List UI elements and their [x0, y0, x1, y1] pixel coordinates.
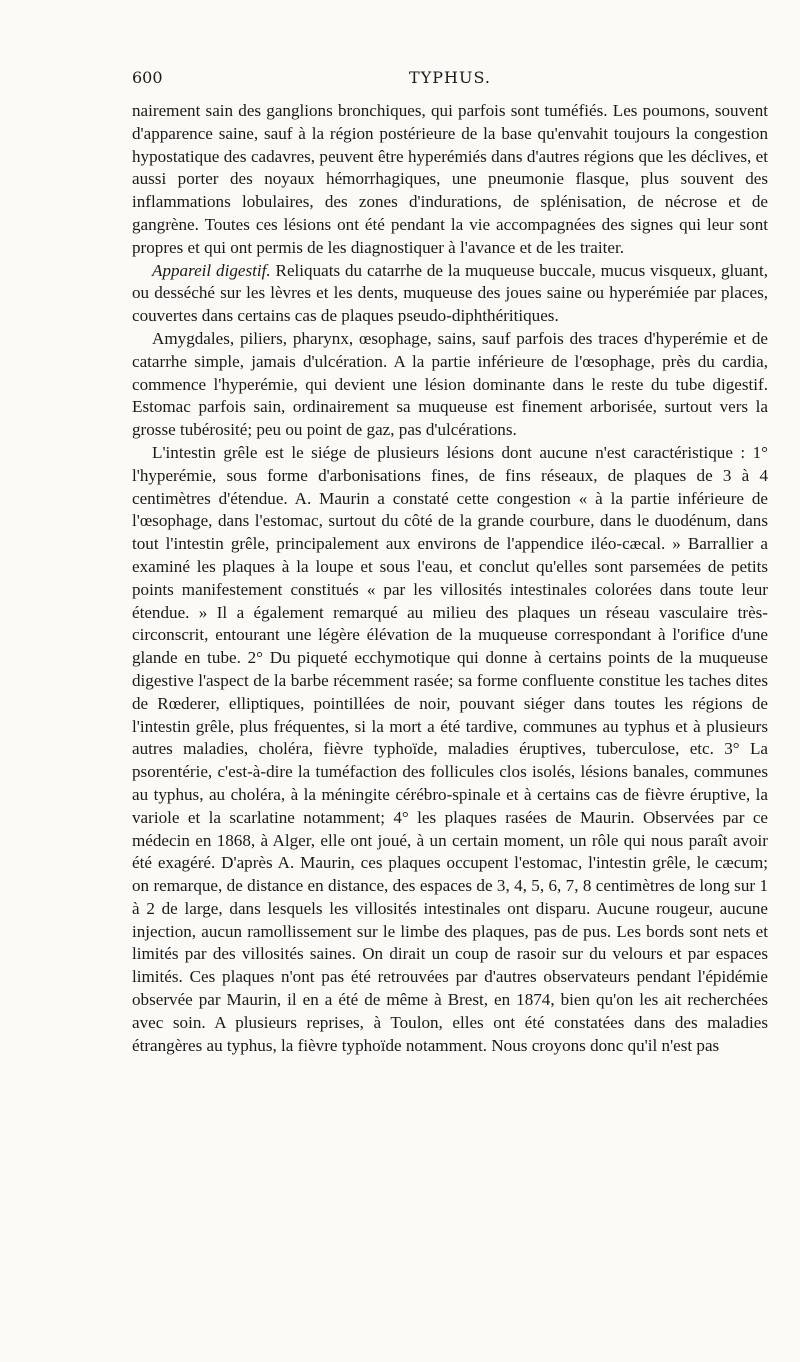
- paragraph-digestive-apparatus: [132, 260, 768, 328]
- paragraph-pharynx-stomach: [132, 328, 768, 442]
- paragraph-text: Amygdales, piliers, pharynx, œsophage, sains, sauf parfois des traces d'hyperémie et de catarrhe simple, jamais d'ulcération. A la partie inférieure de l'œsophage, près du cardia, commence l'hyperémie, qui devient une lésion dominante dans le reste du tube digestif. Estomac parfois sain, ordinairement sa muqueuse est finement arborisée, surtout vers la grosse tubérosité; peu ou point de gaz, pas d'ulcérations.: [132, 328, 768, 440]
- paragraph-small-intestine: [132, 442, 768, 1058]
- paragraph-text: L'intestin grêle est le siége de plusieurs lésions dont aucune n'est caractéristique : 1° l'hyperémie, sous forme d'arbonisations fines, de fins réseaux, de plaques de 3 à 4 centimètres d'étendue. A. Maurin a constaté cette congestion « à la partie inférieure de l'œsophage, dans l'estomac, surtout du côté de la grande courbure, dans le duodénum, dans tout l'intestin grêle, principalement aux environs de l'appendice iléo-cæcal. » Barrallier a examiné les plaques à la loupe et sous l'eau, et conclut qu'elles sont parsemées de petits points manifestement constitués « par les villosités intestinales colorées dans toute leur étendue. » Il a également remarqué au milieu des plaques un réseau vasculaire très-circonscrit, entourant une légère élévation de la muqueuse correspondant à l'orifice d'une glande en tube. 2° Du piqueté ecchymotique qui donne à certains points de la muqueuse digestive l'aspect de la barbe récemment rasée; sa forme confluente constitue les taches dites de Rœderer, elliptiques, pointillées de noir, pouvant siéger dans toutes les régions de l'intestin grêle, plus fréquentes, si la mort a été tardive, communes au typhus et à plusieurs autres maladies, choléra, fièvre typhoïde, maladies éruptives, tuberculose, etc. 3° La psorentérie, c'est-à-dire la tuméfaction des follicules clos isolés, lésions banales, communes au typhus, au choléra, à la méningite cérébro-spinale et à certains cas de fièvre éruptive, la variole et la scarlatine notamment; 4° les plaques rasées de Maurin. Observées par ce médecin en 1868, à Alger, elle ont joué, à un certain moment, un rôle qui nous paraît avoir été exagéré. D'après A. Maurin, ces plaques occupent l'estomac, l'intestin grêle, le cæcum; on remarque, de distance en distance, des espaces de 3, 4, 5, 6, 7, 8 centimètres de long sur 1 à 2 de large, dans lesquels les villosités intestinales ont disparu. Aucune rougeur, aucune injection, aucun ramollissement sur le limbe des plaques, pas de pus. Les bords sont nets et limités par des villosités saines. On dirait un coup de rasoir sur du velours et par espaces limités. Ces plaques n'ont pas été retrouvées par d'autres observateurs pendant l'épidémie observée par Maurin, il en a été de même à Brest, en 1874, bien qu'on les ait recherchées avec soin. A plusieurs reprises, à Toulon, elles ont été constatées dans des maladies étrangères au typhus, la fièvre typhoïde notamment. Nous croyons donc qu'il n'est pas: [132, 442, 768, 1055]
- section-lead-heading: Appareil digestif.: [152, 260, 271, 280]
- page-number: 600: [132, 68, 163, 87]
- paragraph-lungs: [132, 100, 768, 260]
- page-header: [132, 68, 768, 92]
- paragraph-text: Reliquats du catarrhe de la muqueuse buccale, mucus visqueux, gluant, ou desséché sur les lèvres et les dents, muqueuse des joues saine ou hyperémiée par places, couvertes dans certains cas de plaques pseudo-diphthéritiques.: [132, 260, 769, 326]
- running-title: TYPHUS.: [409, 68, 491, 87]
- paragraph-text: nairement sain des ganglions bronchiques, qui parfois sont tuméfiés. Les poumons, souvent d'apparence saine, sauf à la région postérieure de la base qu'envahit toujours la congestion hypostatique des cadavres, peuvent être hyperémiés dans d'autres régions que les déclives, et aussi porter des noyaux hémorrhagiques, une pneumonie flasque, plus souvent des inflammations lobulaires, des zones d'indurations, de splénisation, de nécrose et de gangrène. Toutes ces lésions ont été pendant la vie accompagnées des signes qui leur sont propres et qui ont permis de les diagnostiquer à l'avance et de les traiter.: [132, 101, 768, 257]
- body-text: [132, 100, 768, 1057]
